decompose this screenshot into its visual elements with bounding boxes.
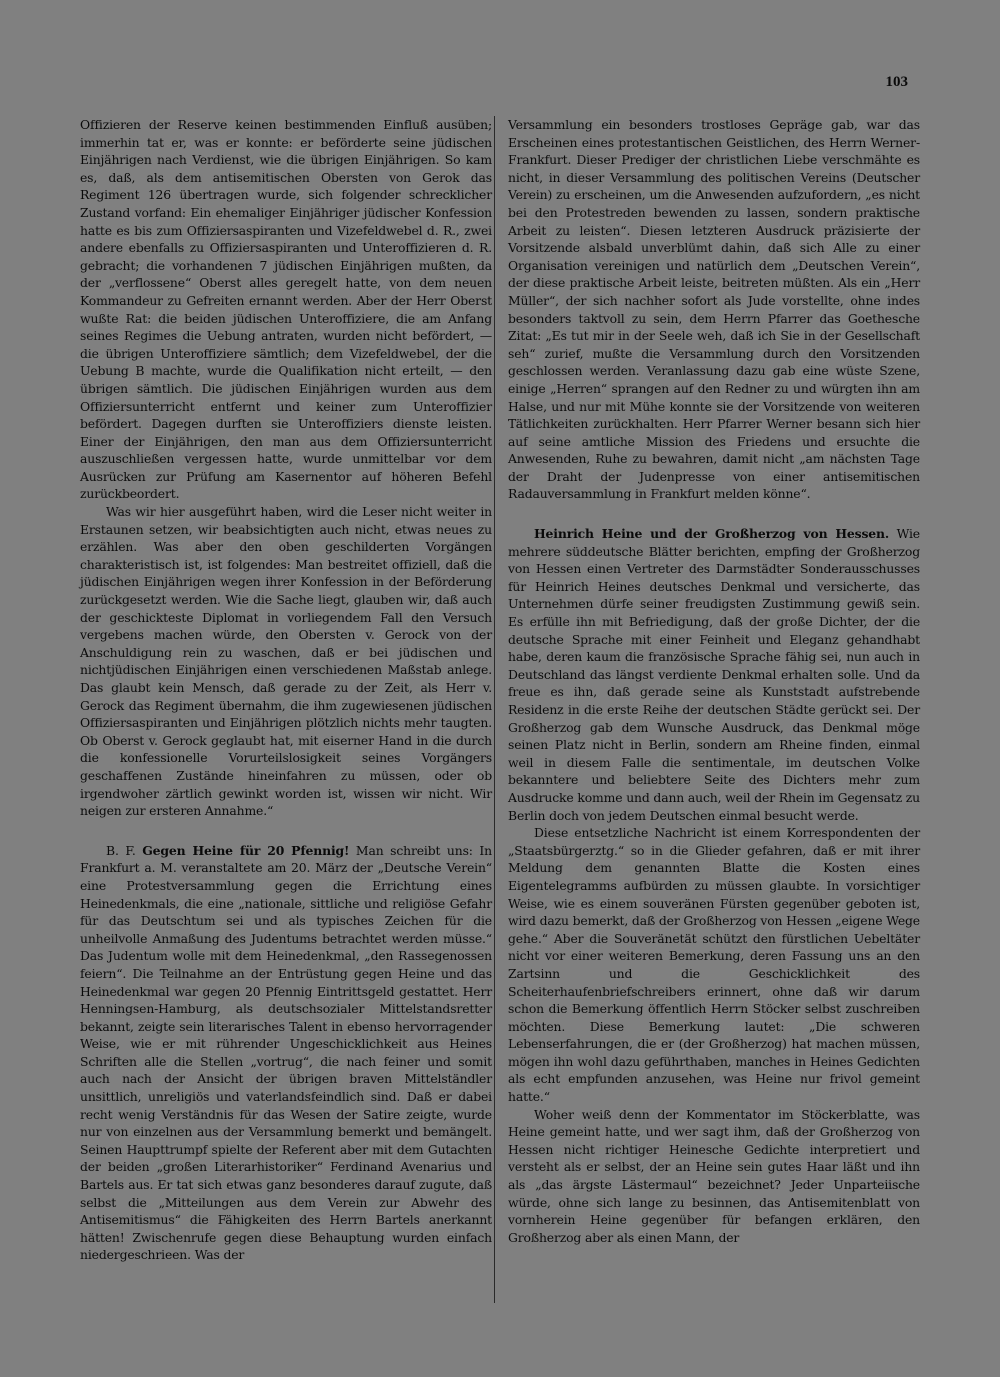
right-column	[508, 116, 920, 1246]
author-initials: B. F.	[106, 842, 136, 858]
article-body: Wie mehrere süddeutsche Blätter berichten, empfing der Großherzog von Hessen einen Vertreter des Darmstädter Sonderausschusses für Heinrich Heines deutsches Denkmal und versicherte, das Unternehmen dürfe seiner freudigsten Zustimmung gewiß sein. Es erfülle ihn mit Befriedigung, daß der große Dichter, der die deutsche Sprache mit einer Feinheit und Eleganz gehandhabt habe, deren kaum die französische Sprache fähig sei, nun auch in Deutschland das längst verdiente Denkmal erhalten solle. Und da freue es ihn, daß gerade seine als Kunststadt aufstrebende Residenz in die erste Reihe der deutschen Städte gerückt sei. Der Großherzog gab dem Wunsche Ausdruck, das Denkmal möge seinen Platz nicht in Berlin, sondern am Rheine finden, einmal weil in diesem Falle die sentimentale, im deutschen Volke bekanntere und beliebtere Seite des Dichters mehr zum Ausdrucke komme und dann auch, weil der Rhein im Gegensatz zu Berlin doch von jedem Deutschen einmal besucht werde.	[508, 526, 920, 823]
article-heine-20-pfennig	[80, 842, 492, 1264]
article-headline: Heinrich Heine und der Großherzog von Hessen.	[534, 526, 890, 542]
article-body: Man schreibt uns: In Frankfurt a. M. veranstaltete am 20. März der „Deutsche Verein“ eine Protestversammlung gegen die Errichtung eines Heinedenkmals, die eine „nationale, sittliche und religiöse Gefahr für das Deutschtum sei und als typisches Zeichen für die unheilvolle Anmaßung des Judentums betrachtet werden müsse.“ Das Judentum wolle mit dem Heinedenkmal, „den Rassegenossen feiern“. Die Teilnahme an der Entrüstung gegen Heine und das Heinedenkmal war gegen 20 Pfennig Eintrittsgeld gestattet. Herr Henningsen-Hamburg, als deutschsozialer Mittelstandsretter bekannt, zeigte sein literarisches Talent in ebenso hervorragender Weise, wie er mit rührender Ungeschicklichkeit aus Heines Schriften alle die Stellen „vortrug“, die nach feiner und somit auch nach der Ansicht der übrigen braven Mittelständler unsittlich, unreligiös und vaterlandsfeindlich sind. Daß er dabei recht wenig Verständnis für das Wesen der Satire zeigte, wurde nur von einzelnen aus der Versammlung bemerkt und bemängelt. Seinen Haupttrumpf spielte der Referent aber mit dem Gutachten der beiden „großen Literarhistoriker“ Ferdinand Avenarius und Bartels aus. Er tat sich etwas ganz besonderes darauf zugute, daß selbst die „Mitteilungen aus dem Verein zur Abwehr des Antisemitismus“ die Fähigkeiten des Herrn Bartels anerkannt hätten! Zwischenrufe gegen diese Behauptung wurden einfach niedergeschrieen. Was der	[80, 842, 492, 1263]
right-paragraph-4: Woher weiß denn der Kommentator im Stöckerblatte, was Heine gemeint hatte, und wer sagt ihm, daß der Großherzog von Hessen nicht richtiger Heinesche Gedichte interpretiert und versteht als er selbst, der an Heine sein gutes Haar läßt und ihn als „das ärgste Lästermaul“ bezeichnet? Jeder Unparteiische würde, ohne sich lange zu besinnen, das Antisemitenblatt von vornherein Heine gegenüber für befangen erklären, den Großherzog aber als einen Mann, der	[508, 1106, 920, 1245]
right-paragraph-1: Versammlung ein besonders trostloses Gepräge gab, war das Erscheinen eines protestantischen Geistlichen, des Herrn Werner-Frankfurt. Dieser Prediger der christlichen Liebe verschmähte es nicht, in dieser Versammlung des politischen Vereins (Deutscher Verein) zu erscheinen, um die Anwesenden aufzufordern, „es nicht bei den Protestreden bewenden zu lassen, sondern praktische Arbeit zu leisten“. Diesen letzteren Ausdruck präzisierte der Vorsitzende alsbald unverblümt dahin, daß sich Alle zu einer Organisation vereinigen und natürlich dem „Deutschen Verein“, der diese praktische Arbeit leiste, beitreten müßten. Als ein „Herr Müller“, der sich nachher sofort als Jude vorstellte, ohne indes besonders taktvoll zu sein, dem Herrn Pfarrer das Goethesche Zitat: „Es tut mir in der Seele weh, daß ich Sie in der Gesellschaft seh“ zurief, mußte die Versammlung durch den Vorsitzenden geschlossen werden. Veranlassung dazu gab eine wüste Szene, einige „Herren“ sprangen auf den Redner zu und würgten ihn am Halse, und nur mit Mühe konnte sie der Vorsitzende von weiteren Tätlichkeiten zurückhalten. Herr Pfarrer Werner besann sich hier auf seine amtliche Mission des Friedens und ersuchte die Anwesenden, Ruhe zu bewahren, damit nicht „am nächsten Tage der Draht der Judenpresse von einer antisemitischen Radauversammlung in Frankfurt melden könne“.	[508, 117, 920, 502]
spacer	[80, 820, 492, 842]
article-heine-grossherzog	[508, 525, 920, 824]
left-paragraph-1: Offizieren der Reserve keinen bestimmenden Einfluß ausüben; immerhin tat er, was er konnte: er beförderte seine jüdischen Einjährigen nach Verdienst, wie die übrigen Einjährigen. So kam es, daß, als dem antisemitischen Obersten von Gerok das Regiment 126 übertragen wurde, sich folgender schrecklicher Zustand vorfand: Ein ehemaliger Einjähriger jüdischer Konfession hatte es bis zum Offiziersaspiranten und Vizefeldwebel d. R., zwei andere ebenfalls zu Offiziersaspiranten und Unteroffizieren d. R. gebracht; die vorhandenen 7 jüdischen Einjährigen mußten, da der „verflossene“ Oberst alles geregelt hatte, von dem neuen Kommandeur zu Gefreiten ernannt werden. Aber der Herr Oberst wußte Rat: die beiden jüdischen Unteroffiziere, die am Anfang seines Regimes die Uebung antraten, wurden nicht befördert, — die übrigen Unteroffiziere sämtlich; dem Vizefeldwebel, der die Uebung B machte, wurde die Qualifikation nicht erteilt, — den übrigen sämtlich. Die jüdischen Einjährigen wurden aus dem Offiziersunterricht entfernt und keiner zum Unteroffizier befördert. Dagegen durften sie Unteroffiziers dienste leisten. Einer der Einjährigen, den man aus dem Offiziersunterricht auszuschließen vergessen hatte, wurde unmittelbar vor dem Ausrücken zur Prüfung am Kasernentor auf höheren Befehl zurückbeordert.	[80, 117, 492, 502]
spacer	[508, 503, 920, 525]
right-paragraph-3: Diese entsetzliche Nachricht ist einem Korrespondenten der „Staatsbürgerztg.“ so in die Glieder gefahren, daß er mit ihrer Meldung dem genannten Blatte die Kosten eines Eigentelegramms aufbürden zu müssen glaubte. In vorsichtiger Weise, wie es einem souveränen Fürsten gegenüber geboten ist, wird dazu bemerkt, daß der Großherzog von Hessen „eigene Wege gehe.“ Aber die Souveränetät schützt den fürstlichen Uebeltäter nicht vor einer weiteren Bemerkung, deren Fassung uns an den Zartsinn und die Geschicklichkeit des Scheiterhaufenbriefschreibers erinnert, ohne daß wir darum schon die Bemerkung öffentlich Herrn Stöcker selbst zuschreiben möchten. Diese Bemerkung lautet: „Die schweren Lebenserfahrungen, die er (der Großherzog) hat machen müssen, mögen ihn wohl dazu geführthaben, manches in Heines Gedichten als echt empfunden anzusehen, was Heine nur frivol gemeint hatte.“	[508, 825, 920, 1105]
left-column	[80, 116, 492, 1264]
page-number: 103	[885, 74, 908, 90]
article-headline: Gegen Heine für 20 Pfennig!	[142, 842, 350, 858]
column-divider	[494, 116, 495, 1303]
left-paragraph-2: Was wir hier ausgeführt haben, wird die Leser nicht weiter in Erstaunen setzen, wir beabsichtigten auch nicht, etwas neues zu erzählen. Was aber den oben geschilderten Vorgängen charakteristisch ist, ist folgendes: Man bestreitet offiziell, daß die jüdischen Einjährigen wegen ihrer Konfession in der Beförderung zurückgesetzt werden. Wie die Sache liegt, glauben wir, daß auch der geschickteste Diplomat in vorliegendem Fall den Versuch vergebens machen würde, den Obersten v. Gerock von der Anschuldigung rein zu waschen, daß er bei jüdischen und nichtjüdischen Einjährigen einen verschiedenen Maßstab anlege. Das glaubt kein Mensch, daß gerade zu der Zeit, als Herr v. Gerock das Regiment übernahm, die ihm zugewiesenen jüdischen Offiziersaspiranten und Einjährigen plötzlich nichts mehr taugten. Ob Oberst v. Gerock geglaubt hat, mit eiserner Hand in die durch die konfessionelle Vorurteilslosigkeit seines Vorgängers geschaffenen Zustände hineinfahren zu müssen, oder ob irgendwoher zärtlich gewinkt worden ist, wissen wir nicht. Wir neigen zur ersteren Annahme.“	[80, 504, 492, 819]
